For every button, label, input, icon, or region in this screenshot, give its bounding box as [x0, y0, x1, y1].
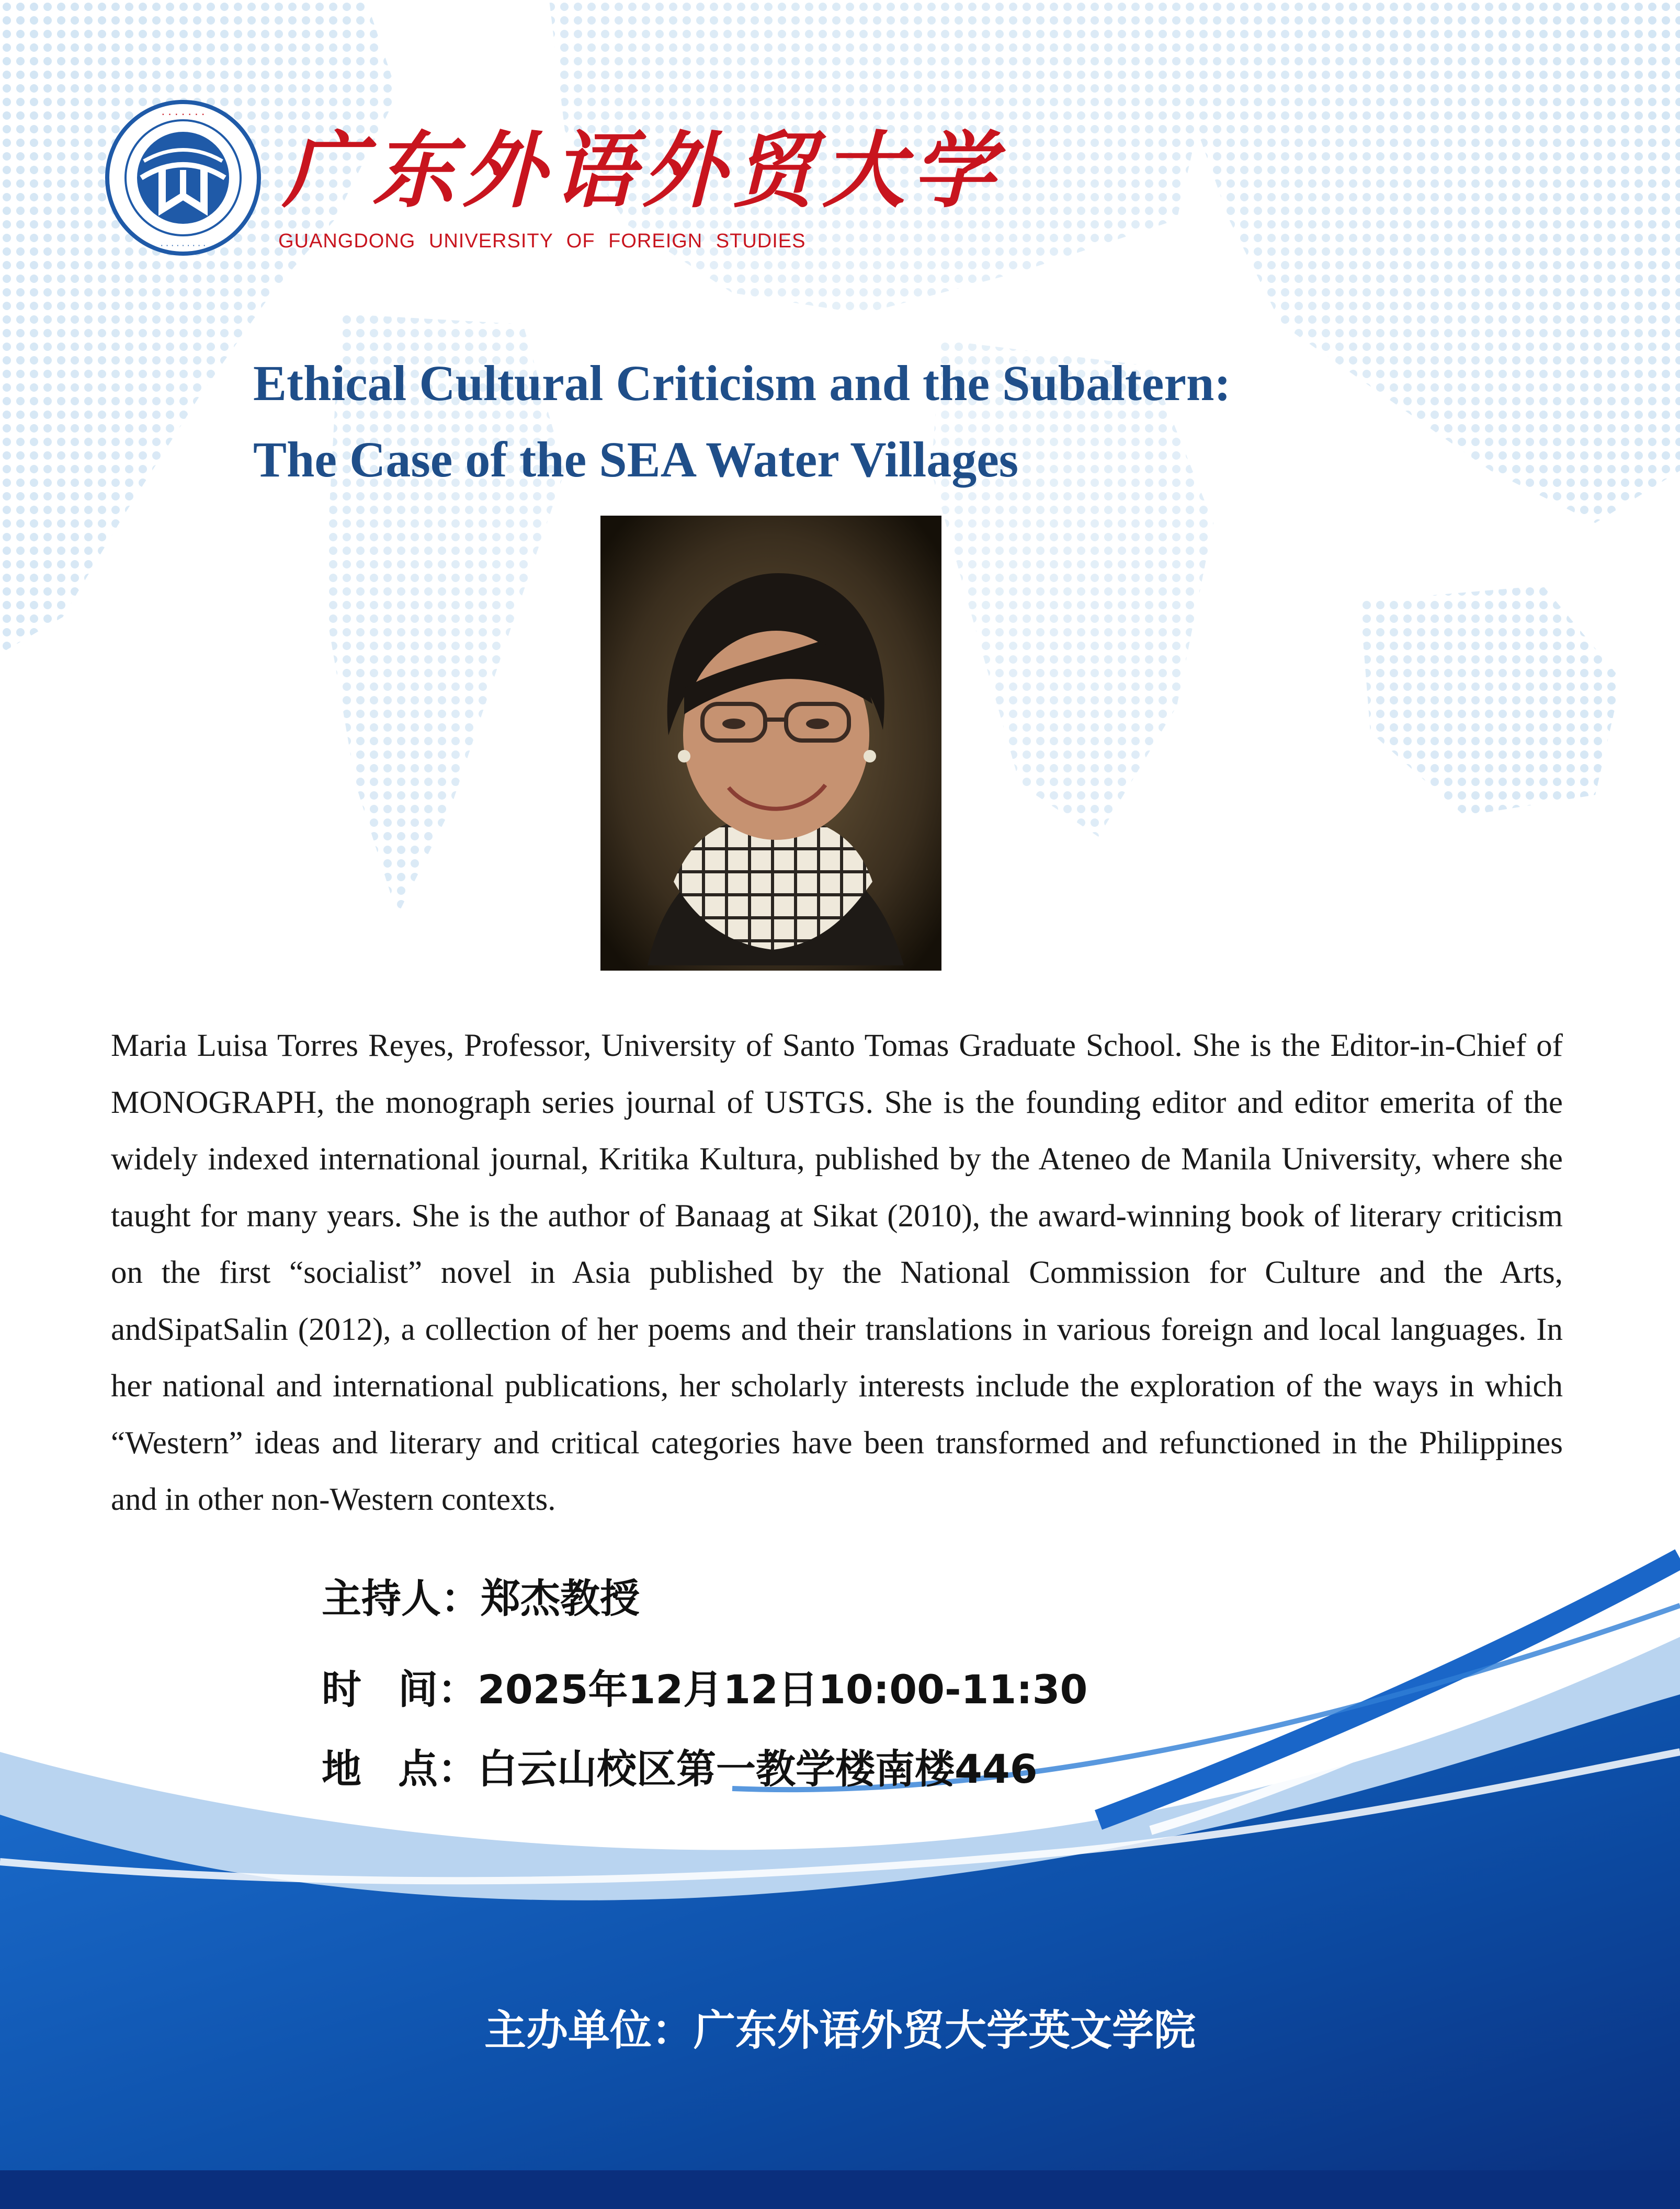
time-label-char-1: 时	[322, 1666, 361, 1713]
lecture-title	[253, 345, 1456, 498]
organizer-text: 主办单位：广东外语外贸大学英文学院	[484, 2006, 1196, 2055]
host-value: 郑杰教授	[481, 1575, 640, 1622]
location-row	[322, 1737, 1038, 1794]
time-value: 2025年12月12日10:00-11:30	[478, 1666, 1088, 1713]
university-name-chinese: 广东外语外贸大学	[282, 122, 1002, 219]
svg-text:· · · · · · · · ·: · · · · · · · · ·	[160, 241, 206, 250]
host-label: 主持人：	[322, 1575, 481, 1622]
speaker-photo	[600, 516, 941, 971]
time-label-char-2: 间：	[398, 1666, 478, 1713]
time-row	[322, 1658, 1087, 1715]
location-label-char-1: 地	[322, 1746, 361, 1792]
university-logo	[105, 99, 262, 256]
lecture-title-line-2: The Case of the SEA Water Villages	[253, 431, 1019, 487]
university-name-english: GUANGDONG UNIVERSITY OF FOREIGN STUDIES	[278, 230, 806, 252]
location-label-char-2: 点：	[398, 1746, 478, 1792]
svg-text:· · · · · · ·: · · · · · · ·	[161, 108, 205, 121]
lecture-title-line-1: Ethical Cultural Criticism and the Subaltern:	[253, 355, 1231, 411]
speaker-biography: Maria Luisa Torres Reyes, Professor, University of Santo Tomas Graduate School. She is the Editor-in-Chief of MONOGRAPH, the monograph series journal of USTGS. She is the founding editor and editor emerita of the widely indexed international journal, Kritika Kultura, published by the Ateneo de Manila University, where she taught for many years. She is the author of Banaag at Sikat (2010), the award-winning book of literary criticism on the first “socialist” novel in Asia published by the National Commission for Culture and the Arts, andSipatSalin (2012), a collection of her poems and their translations in various foreign and local languages. In her national and international publications, her scholarly interests include the exploration of the ways in which “Western” ideas and literary and critical categories have been transformed and refunctioned in the Philippines and in other non-Western contexts.	[111, 1028, 1563, 1517]
host-row	[322, 1567, 640, 1624]
location-value: 白云山校区第一教学楼南楼446	[478, 1746, 1038, 1792]
